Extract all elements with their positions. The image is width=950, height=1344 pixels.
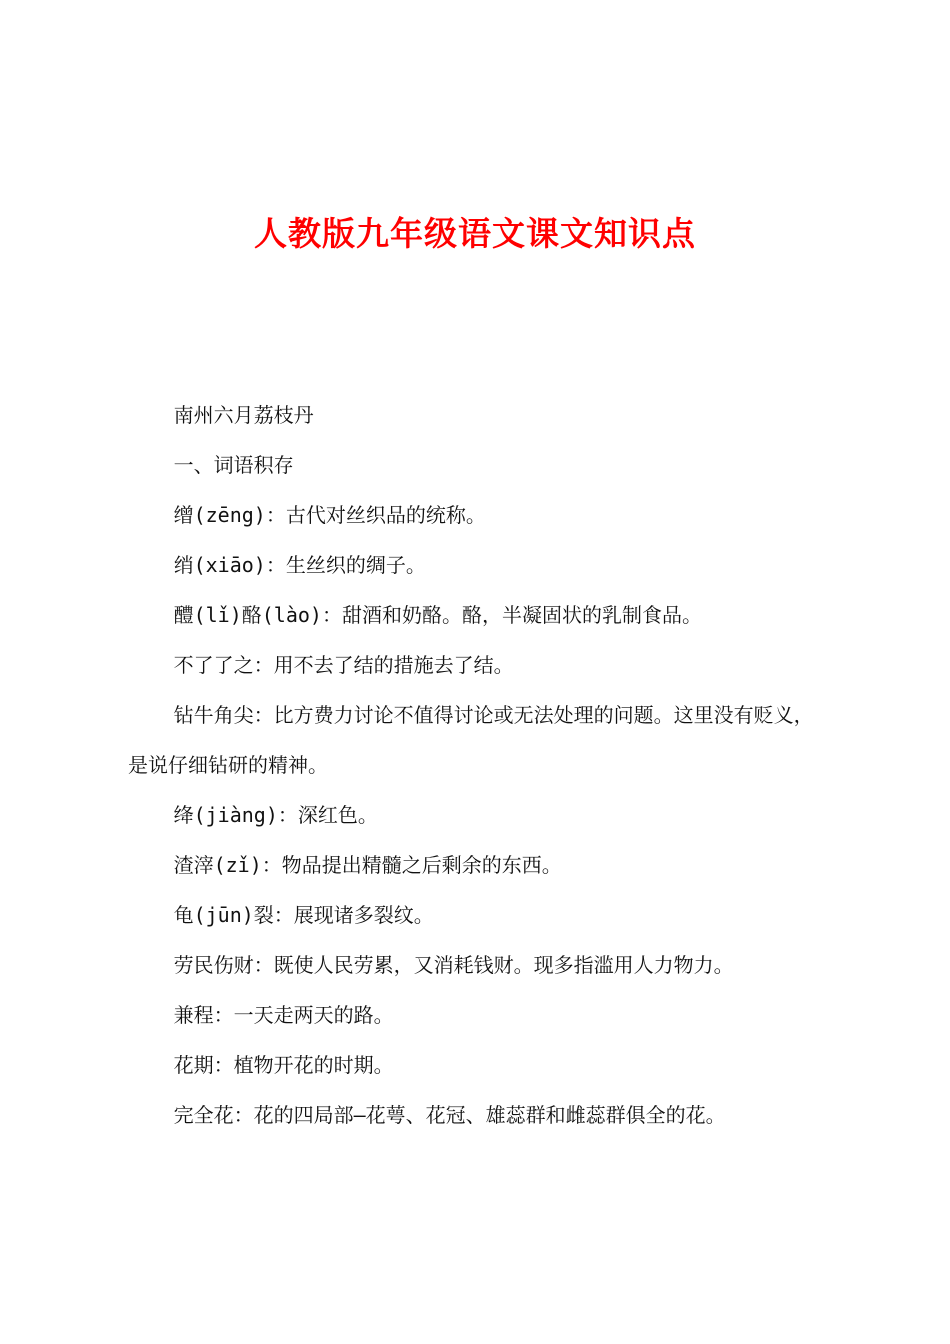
paragraph: 完全花：花的四局部—花萼、花冠、雄蕊群和雌蕊群俱全的花。	[173, 1103, 726, 1127]
paragraph: 不了了之：用不去了结的措施去了结。	[173, 653, 514, 677]
document-body	[128, 390, 832, 1140]
paragraph: 一、词语积存	[173, 453, 294, 477]
document-title: 人教版九年级语文课文知识点	[254, 214, 696, 253]
paragraph: 劳民伤财：既使人民劳累，又消耗钱财。现多指滥用人力物力。	[173, 953, 734, 977]
paragraph: 绡(xiāo)：生丝织的绸子。	[173, 553, 426, 577]
paragraph: 兼程：一天走两天的路。	[173, 1003, 394, 1027]
paragraph: 花期：植物开花的时期。	[173, 1053, 394, 1077]
paragraph: 龟(jūn)裂：展现诸多裂纹。	[173, 903, 434, 927]
paragraph: 渣滓(zǐ)：物品提出精髓之后剩余的东西。	[173, 853, 562, 877]
paragraph: 钻牛角尖：比方费力讨论不值得讨论或无法处理的问题。这里没有贬义，是说仔细钻研的精神。	[128, 703, 814, 777]
paragraph: 绛(jiàng)：深红色。	[173, 803, 378, 827]
paragraph: 醴(lǐ)酪(lào)：甜酒和奶酪。酪，半凝固状的乳制食品。	[173, 603, 702, 627]
paragraph: 缯(zēng)：古代对丝织品的统称。	[173, 503, 486, 527]
paragraph: 南州六月荔枝丹	[173, 403, 314, 427]
